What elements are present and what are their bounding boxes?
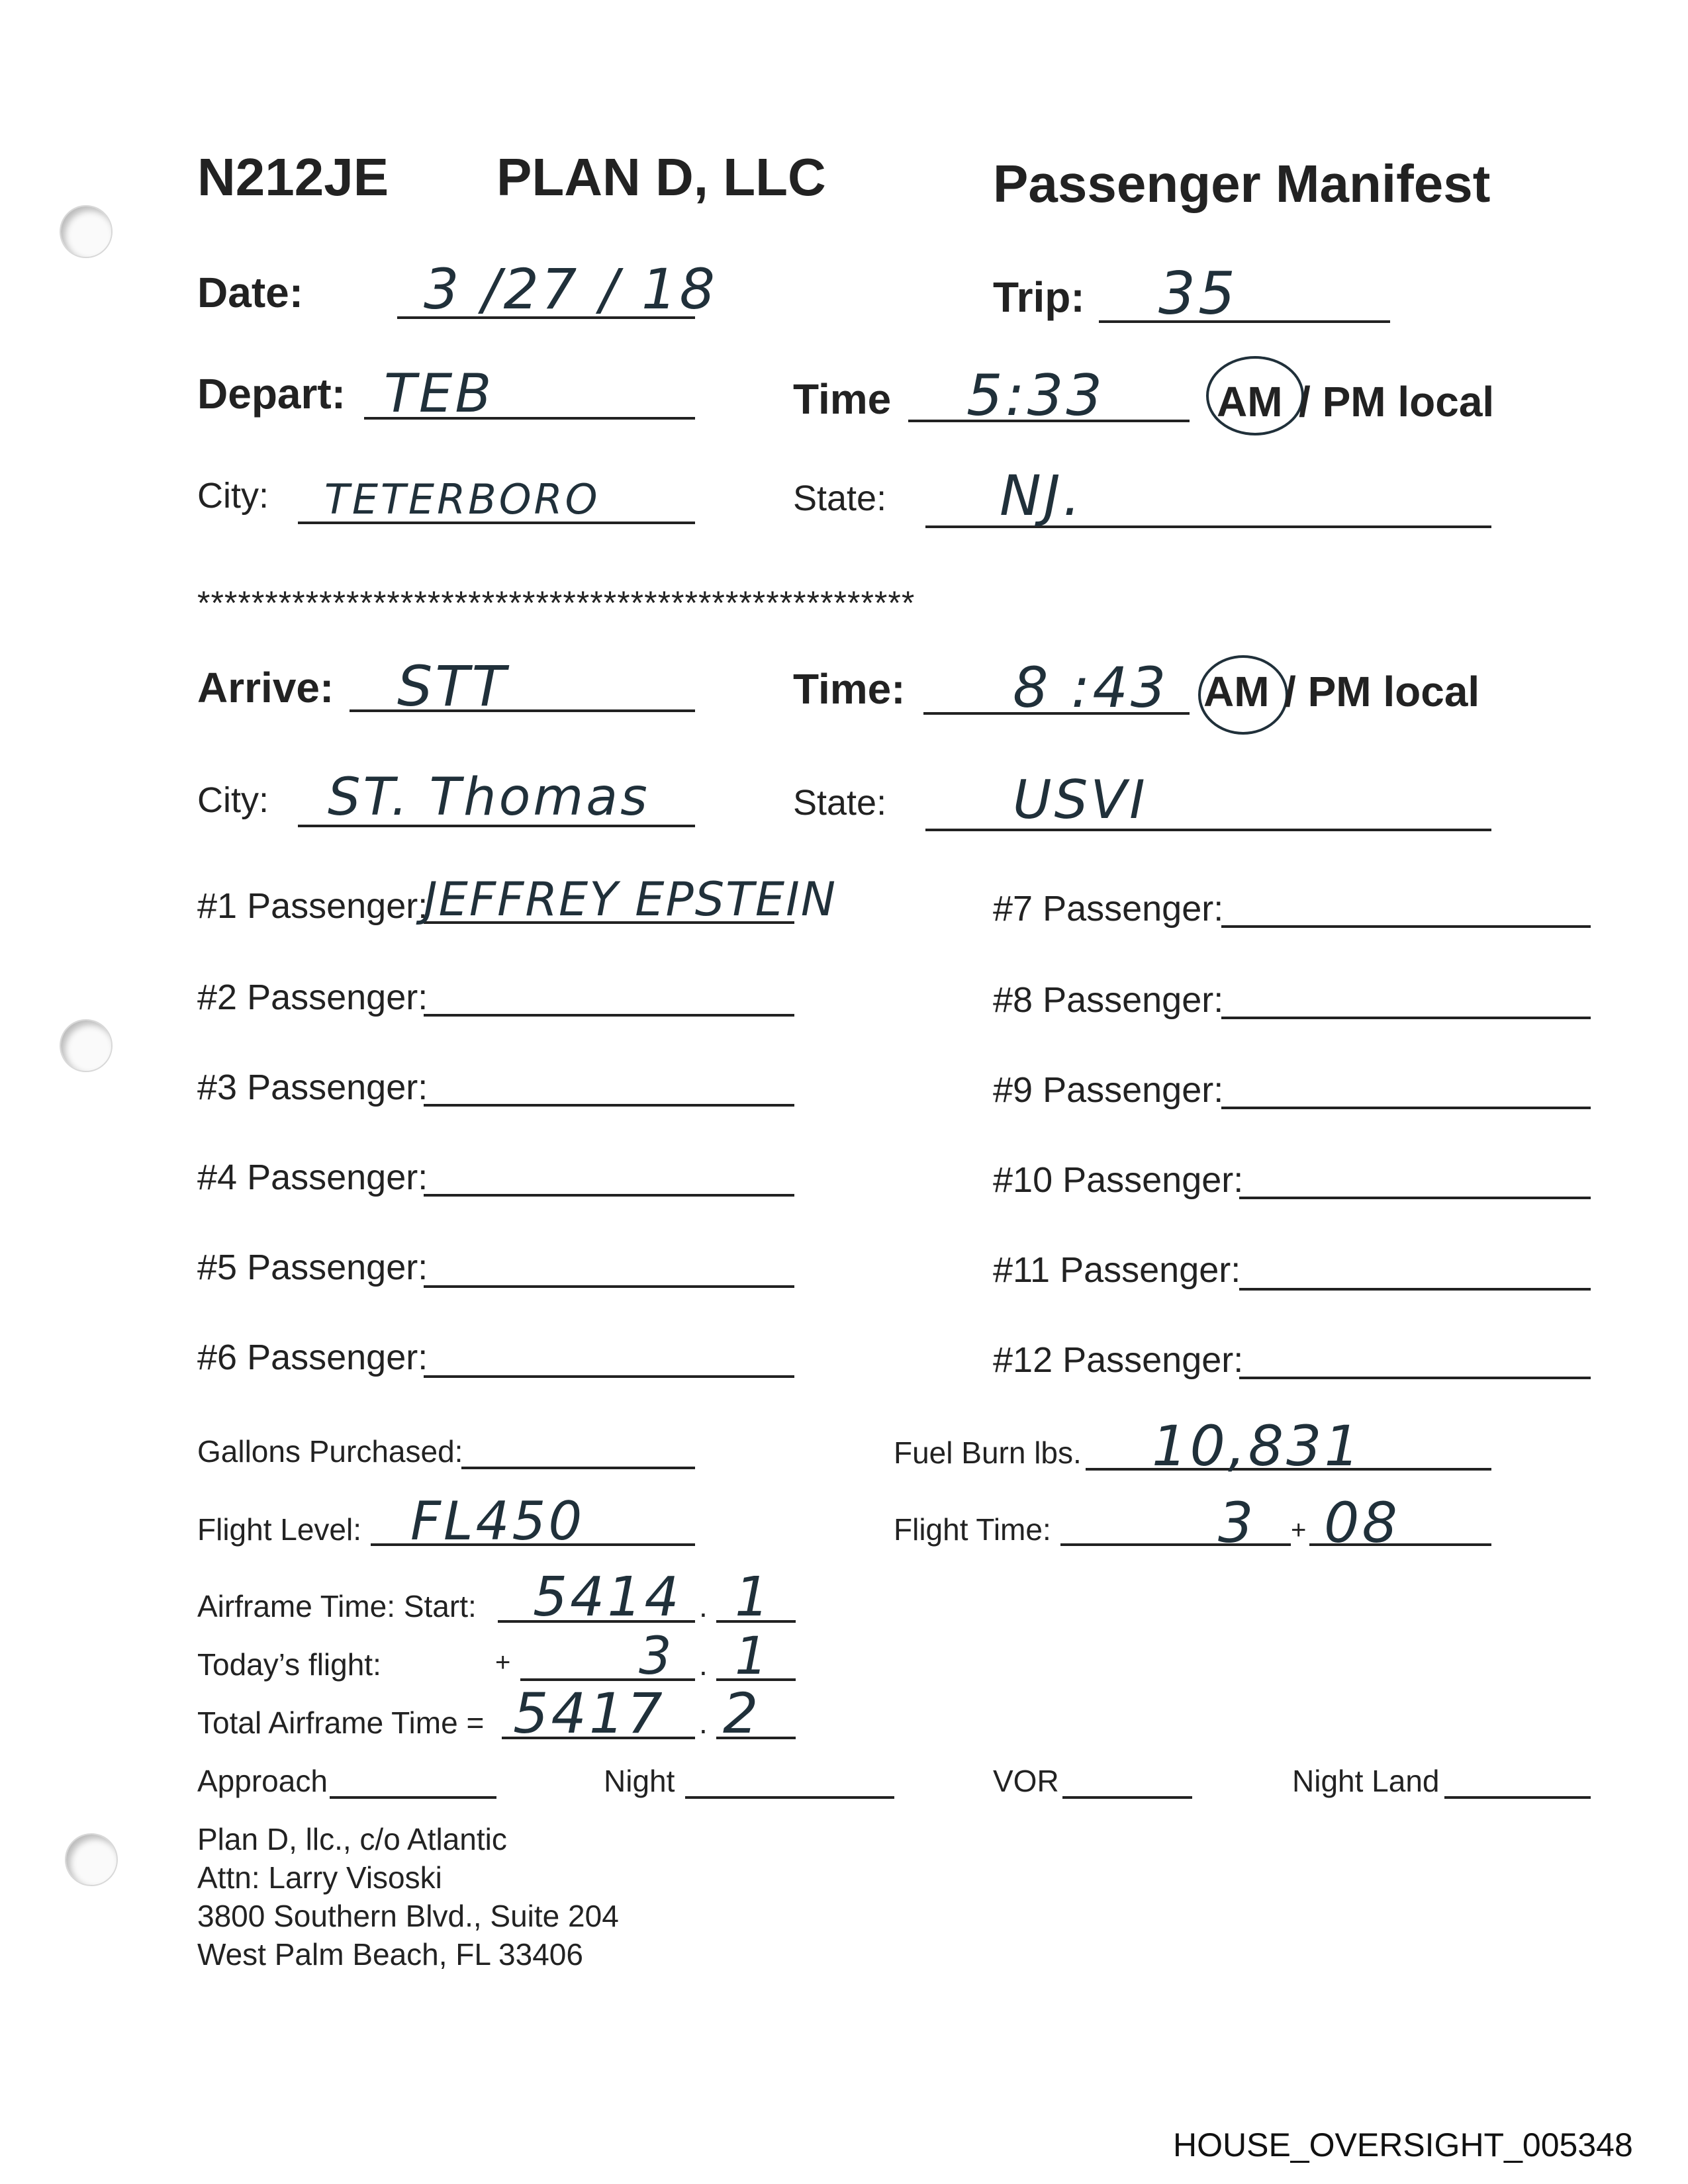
passenger-1-field-value: JEFFREY EPSTEIN: [424, 872, 837, 927]
bates-number: HOUSE_OVERSIGHT_005348: [1173, 2126, 1633, 2163]
passenger-6-label: #6 Passenger:: [197, 1338, 428, 1377]
form-title: Passenger Manifest: [993, 154, 1491, 213]
passenger-8-field-line[interactable]: [1221, 1017, 1591, 1019]
total-airframe-label: Total Airframe Time =: [197, 1706, 485, 1740]
airframe-start-label: Airframe Time: Start:: [197, 1589, 477, 1623]
night-label: Night: [604, 1764, 675, 1798]
passenger-2-field-line[interactable]: [424, 1014, 794, 1017]
depart-time-field-value: 5:33: [966, 363, 1105, 429]
airframe-start-dot: .: [699, 1589, 708, 1623]
night-land-label: Night Land: [1292, 1764, 1440, 1798]
todays-flight-plus: +: [495, 1648, 511, 1677]
passenger-11-field-line[interactable]: [1239, 1288, 1591, 1291]
passenger-9-field-line[interactable]: [1221, 1107, 1591, 1109]
arrive-state-label: State:: [793, 783, 887, 823]
todays-flight-whole-value: 3: [639, 1627, 675, 1686]
section-separator: *****************************************************: [197, 584, 915, 621]
gallons-purchased-label: Gallons Purchased:: [197, 1434, 463, 1469]
night-land-field-line[interactable]: [1444, 1796, 1591, 1799]
fuel-burn-field-value: 10,831: [1152, 1414, 1362, 1479]
flight-time-plus: +: [1291, 1516, 1307, 1545]
total-airframe-dot: .: [699, 1706, 708, 1740]
tail-number: N212JE: [197, 148, 389, 206]
passenger-2-label: #2 Passenger:: [197, 978, 428, 1017]
flight-time-hours-line[interactable]: [1060, 1543, 1291, 1546]
passenger-3-field-line[interactable]: [424, 1104, 794, 1107]
passenger-8-label: #8 Passenger:: [993, 980, 1224, 1020]
arrive-time-field-value: 8 :43: [1013, 655, 1169, 720]
address-line-3: 3800 Southern Blvd., Suite 204: [197, 1899, 619, 1933]
arrive-state-field-line[interactable]: [925, 829, 1491, 831]
passenger-7-label: #7 Passenger:: [993, 889, 1224, 929]
arrive-time-label: Time:: [793, 665, 906, 713]
depart-city-label: City:: [197, 476, 269, 516]
fuel-burn-label: Fuel Burn lbs.: [894, 1435, 1082, 1470]
address-line-4: West Palm Beach, FL 33406: [197, 1937, 583, 1972]
trip-label: Trip:: [993, 273, 1085, 321]
binder-hole-bottom: [65, 1833, 118, 1886]
passenger-11-label: #11 Passenger:: [993, 1250, 1241, 1290]
depart-label: Depart:: [197, 370, 346, 418]
arrive-city-field-value: ST. Thomas: [328, 768, 650, 827]
arrive-pm-local-option[interactable]: / PM local: [1284, 668, 1480, 715]
arrive-city-label: City:: [197, 780, 269, 820]
depart-time-label: Time: [793, 375, 892, 423]
binder-hole-middle: [60, 1019, 113, 1072]
flight-time-minutes-value: 08: [1324, 1490, 1400, 1555]
depart-pm-local-option[interactable]: / PM local: [1299, 378, 1495, 426]
arrive-state-field-value: USVI: [1013, 769, 1148, 831]
passenger-12-label: #12 Passenger:: [993, 1340, 1244, 1380]
flight-time-label: Flight Time:: [894, 1512, 1051, 1547]
flight-level-label: Flight Level:: [197, 1512, 362, 1547]
todays-flight-tenth-value: 1: [735, 1627, 771, 1686]
passenger-6-field-line[interactable]: [424, 1375, 794, 1378]
date-label: Date:: [197, 269, 304, 316]
arrive-label: Arrive:: [197, 664, 334, 711]
passenger-7-field-line[interactable]: [1221, 925, 1591, 928]
approach-field-line[interactable]: [330, 1796, 496, 1799]
passenger-4-label: #4 Passenger:: [197, 1158, 428, 1197]
flight-time-hours-value: 3: [1218, 1490, 1256, 1555]
vor-label: VOR: [993, 1764, 1059, 1798]
gallons-purchased-field-line[interactable]: [461, 1467, 695, 1469]
night-field-line[interactable]: [685, 1796, 894, 1799]
passenger-10-label: #10 Passenger:: [993, 1160, 1244, 1200]
passenger-12-field-line[interactable]: [1239, 1377, 1591, 1379]
passenger-3-label: #3 Passenger:: [197, 1068, 428, 1107]
total-airframe-whole-value: 5417: [513, 1681, 665, 1746]
passenger-10-field-line[interactable]: [1239, 1197, 1591, 1199]
address-line-2: Attn: Larry Visoski: [197, 1860, 442, 1895]
airframe-start-tenth-value: 1: [735, 1566, 773, 1629]
airframe-start-whole-value: 5414: [533, 1566, 682, 1629]
depart-city-field-value: TETERBORO: [324, 475, 600, 523]
todays-flight-dot: .: [699, 1647, 708, 1682]
passenger-4-field-line[interactable]: [424, 1194, 794, 1197]
depart-am-option[interactable]: AM: [1217, 378, 1283, 426]
date-field-value: 3 /27 / 18: [424, 257, 718, 322]
trip-field-line[interactable]: [1099, 320, 1390, 323]
binder-hole-top: [60, 205, 113, 258]
arrive-am-option[interactable]: AM: [1203, 668, 1270, 715]
passenger-5-field-line[interactable]: [424, 1285, 794, 1288]
trip-field-value: 35: [1158, 259, 1238, 328]
total-airframe-tenth-value: 2: [723, 1681, 761, 1746]
passenger-5-label: #5 Passenger:: [197, 1248, 428, 1287]
depart-state-field-value: NJ.: [1000, 463, 1084, 528]
todays-flight-label: Today’s flight:: [197, 1647, 381, 1682]
approach-label: Approach: [197, 1764, 328, 1798]
arrive-field-value: STT: [397, 654, 508, 719]
depart-field-value: TEB: [384, 363, 494, 424]
address-line-1: Plan D, llc., c/o Atlantic: [197, 1822, 507, 1856]
passenger-9-label: #9 Passenger:: [993, 1070, 1224, 1110]
flight-level-field-value: FL450: [410, 1490, 585, 1552]
vor-field-line[interactable]: [1062, 1796, 1192, 1799]
depart-state-label: State:: [793, 478, 887, 518]
company-name: PLAN D, LLC: [496, 148, 826, 206]
passenger-1-label: #1 Passenger:: [197, 886, 428, 926]
